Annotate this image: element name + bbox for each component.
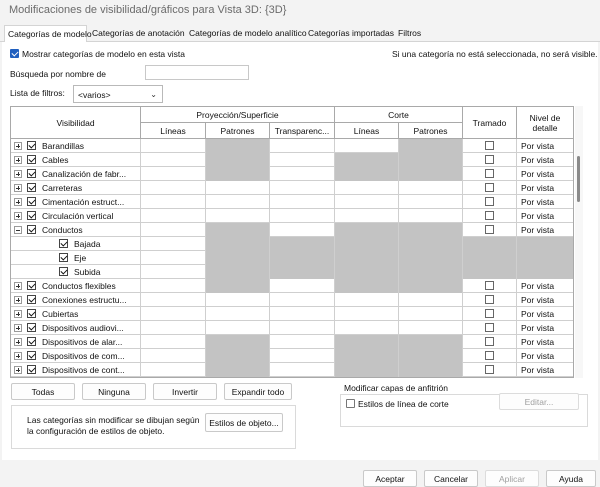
cut-lines-cell[interactable] — [335, 321, 399, 335]
expand-plus-icon[interactable] — [14, 366, 22, 374]
category-label: Canalización de fabr... — [42, 169, 127, 179]
header-detail-line1: Nivel de — [529, 112, 561, 123]
table-row[interactable] — [11, 265, 574, 279]
lines-cell[interactable] — [141, 181, 206, 195]
visibility-cell — [11, 195, 141, 209]
detail-level-cell[interactable] — [517, 209, 574, 223]
patterns-cell — [206, 153, 270, 167]
header-transparency[interactable]: Transparenc... — [270, 123, 335, 139]
halftone-checkbox[interactable] — [485, 365, 494, 374]
table-row[interactable] — [11, 223, 574, 237]
table-row[interactable] — [11, 279, 574, 293]
detail-level-cell[interactable] — [517, 363, 574, 377]
cut-patterns-cell[interactable] — [399, 195, 463, 209]
halftone-cell[interactable] — [463, 153, 517, 167]
transparency-cell[interactable] — [270, 139, 335, 153]
lines-cell[interactable] — [141, 223, 206, 237]
patterns-cell[interactable] — [206, 209, 270, 223]
search-label: Búsqueda por nombre de — [10, 69, 106, 79]
cut-lines-cell — [335, 279, 399, 293]
detail-level-value: Por vista — [521, 281, 555, 291]
cut-patterns-cell — [399, 251, 463, 265]
transparency-cell[interactable] — [270, 223, 335, 237]
visibility-cell — [11, 167, 141, 181]
detail-level-cell[interactable] — [517, 293, 574, 307]
patterns-cell — [206, 265, 270, 279]
halftone-checkbox[interactable] — [485, 281, 494, 290]
visibility-cell — [11, 293, 141, 307]
halftone-checkbox[interactable] — [485, 197, 494, 206]
tab-imported-categories[interactable] — [308, 25, 394, 42]
patterns-cell — [206, 237, 270, 251]
cut-lines-cell[interactable] — [335, 293, 399, 307]
cut-lines-cell — [335, 237, 399, 251]
lines-cell[interactable] — [141, 237, 206, 251]
filter-list-label: Lista de filtros: — [10, 88, 65, 98]
expand-plus-icon[interactable] — [14, 212, 22, 220]
visibility-checkbox[interactable] — [59, 239, 68, 248]
visibility-checkbox[interactable] — [27, 141, 36, 150]
filter-list-select[interactable] — [73, 85, 163, 103]
visibility-cell — [11, 153, 141, 167]
halftone-cell[interactable] — [463, 167, 517, 181]
visibility-checkbox[interactable] — [27, 281, 36, 290]
header-visibility[interactable]: Visibilidad — [11, 107, 141, 139]
tab-label: Categorías importadas — [308, 28, 394, 38]
transparency-cell[interactable] — [270, 181, 335, 195]
transparency-cell[interactable] — [270, 279, 335, 293]
category-label: Subida — [74, 267, 101, 277]
detail-level-cell[interactable] — [517, 139, 574, 153]
transparency-cell — [270, 265, 335, 279]
select-all-button[interactable]: Todas — [11, 383, 75, 400]
detail-level-value: Por vista — [521, 169, 555, 179]
transparency-cell[interactable] — [270, 209, 335, 223]
chevron-down-icon: ⌄ — [150, 90, 157, 99]
visibility-cell — [11, 251, 141, 265]
lines-cell[interactable] — [141, 209, 206, 223]
table-row[interactable] — [11, 195, 574, 209]
patterns-cell — [206, 279, 270, 293]
visibility-cell — [11, 349, 141, 363]
detail-level-value: Por vista — [521, 197, 555, 207]
info-line-2: la configuración de estilos de objeto. — [27, 426, 165, 436]
detail-level-value: Por vista — [521, 183, 555, 193]
show-categories-checkbox[interactable] — [10, 49, 19, 58]
visibility-checkbox[interactable] — [59, 253, 68, 262]
transparency-cell[interactable] — [270, 307, 335, 321]
category-label: Cubiertas — [42, 309, 79, 319]
cut-lines-cell[interactable] — [335, 209, 399, 223]
patterns-cell[interactable] — [206, 195, 270, 209]
expand-plus-icon[interactable] — [14, 282, 22, 290]
expand-plus-icon[interactable] — [14, 198, 22, 206]
expand-plus-icon[interactable] — [14, 324, 22, 332]
visibility-note: Si una categoría no está seleccionada, no será visible. — [392, 49, 598, 59]
patterns-cell — [206, 335, 270, 349]
halftone-checkbox[interactable] — [485, 183, 494, 192]
categories-table — [10, 106, 574, 378]
cut-patterns-cell[interactable] — [399, 293, 463, 307]
transparency-cell[interactable] — [270, 153, 335, 167]
detail-level-cell[interactable] — [517, 181, 574, 195]
header-lines[interactable]: Líneas — [141, 123, 206, 139]
select-none-button[interactable]: Ninguna — [82, 383, 146, 400]
transparency-cell[interactable] — [270, 167, 335, 181]
header-detail-level[interactable] — [517, 107, 574, 139]
detail-level-cell[interactable] — [517, 307, 574, 321]
cut-line-styles-label: Estilos de línea de corte — [358, 399, 449, 409]
visibility-checkbox[interactable] — [27, 323, 36, 332]
halftone-cell — [463, 265, 517, 279]
visibility-checkbox[interactable] — [27, 197, 36, 206]
tab-label: Filtros — [398, 28, 422, 38]
cut-lines-cell[interactable] — [335, 181, 399, 195]
visibility-cell — [11, 139, 141, 153]
category-label: Conexiones estructu... — [42, 295, 127, 305]
expand-plus-icon[interactable] — [14, 142, 22, 150]
visibility-checkbox[interactable] — [27, 155, 36, 164]
table-row[interactable] — [11, 363, 574, 377]
halftone-cell[interactable] — [463, 279, 517, 293]
halftone-cell[interactable] — [463, 209, 517, 223]
detail-level-value: Por vista — [521, 365, 555, 375]
category-label: Dispositivos audiovi... — [42, 323, 124, 333]
cut-patterns-cell — [399, 223, 463, 237]
lines-cell[interactable] — [141, 195, 206, 209]
lines-cell[interactable] — [141, 279, 206, 293]
category-label: Dispositivos de alar... — [42, 337, 123, 347]
lines-cell[interactable] — [141, 293, 206, 307]
visibility-checkbox[interactable] — [27, 365, 36, 374]
cut-patterns-cell — [399, 153, 463, 167]
halftone-cell[interactable] — [463, 349, 517, 363]
category-label: Dispositivos de cont... — [42, 365, 125, 375]
visibility-cell — [11, 335, 141, 349]
header-detail-line2: detalle — [532, 122, 558, 133]
transparency-cell — [270, 251, 335, 265]
ok-button[interactable]: Aceptar — [363, 470, 417, 487]
patterns-cell — [206, 139, 270, 153]
patterns-cell — [206, 223, 270, 237]
patterns-cell — [206, 349, 270, 363]
show-categories-label: Mostrar categorías de modelo en esta vista — [22, 49, 185, 59]
detail-level-value: Por vista — [521, 351, 555, 361]
detail-level-value: Por vista — [521, 141, 555, 151]
detail-level-value: Por vista — [521, 211, 555, 221]
detail-level-cell — [517, 251, 574, 265]
object-styles-button[interactable]: Estilos de objeto... — [205, 413, 283, 432]
expand-plus-icon[interactable] — [14, 296, 22, 304]
visibility-checkbox[interactable] — [27, 225, 36, 234]
header-cut-lines[interactable]: Líneas — [335, 123, 399, 139]
lines-cell[interactable] — [141, 363, 206, 377]
cut-patterns-cell[interactable] — [399, 321, 463, 335]
lines-cell[interactable] — [141, 307, 206, 321]
patterns-cell — [206, 251, 270, 265]
cut-patterns-cell — [399, 349, 463, 363]
lines-cell[interactable] — [141, 167, 206, 181]
halftone-cell — [463, 237, 517, 251]
visibility-checkbox[interactable] — [27, 183, 36, 192]
halftone-cell[interactable] — [463, 335, 517, 349]
cut-lines-cell — [335, 349, 399, 363]
category-label: Barandillas — [42, 141, 85, 151]
detail-level-value: Por vista — [521, 295, 555, 305]
table-row[interactable] — [11, 167, 574, 181]
halftone-cell — [463, 251, 517, 265]
detail-level-cell[interactable] — [517, 153, 574, 167]
detail-level-value: Por vista — [521, 309, 555, 319]
cut-patterns-cell[interactable] — [399, 209, 463, 223]
table-row[interactable] — [11, 349, 574, 363]
cut-lines-cell — [335, 363, 399, 377]
visibility-checkbox[interactable] — [27, 337, 36, 346]
detail-level-cell[interactable] — [517, 321, 574, 335]
tab-analytical-categories[interactable] — [189, 25, 307, 42]
visibility-checkbox[interactable] — [27, 295, 36, 304]
lines-cell[interactable] — [141, 251, 206, 265]
transparency-cell[interactable] — [270, 363, 335, 377]
tab-model-categories[interactable] — [4, 25, 92, 43]
category-label: Eje — [74, 253, 87, 263]
visibility-cell — [11, 265, 141, 279]
halftone-cell[interactable] — [463, 181, 517, 195]
halftone-checkbox[interactable] — [485, 295, 494, 304]
halftone-checkbox[interactable] — [485, 169, 494, 178]
category-label: Carreteras — [42, 183, 83, 193]
header-cut-patterns[interactable]: Patrones — [399, 123, 463, 139]
table-row[interactable] — [11, 335, 574, 349]
table-row[interactable] — [11, 153, 574, 167]
lines-cell[interactable] — [141, 335, 206, 349]
expand-plus-icon[interactable] — [14, 184, 22, 192]
cut-patterns-cell — [399, 139, 463, 153]
cut-lines-cell[interactable] — [335, 195, 399, 209]
table-row[interactable] — [11, 237, 574, 251]
apply-button[interactable]: Aplicar — [485, 470, 539, 487]
visibility-checkbox[interactable] — [27, 309, 36, 318]
cut-patterns-cell — [399, 237, 463, 251]
lines-cell[interactable] — [141, 139, 206, 153]
detail-level-cell — [517, 265, 574, 279]
tab-annotation-categories[interactable] — [92, 25, 185, 42]
tab-label: Categorías de modelo — [8, 29, 92, 39]
cancel-button[interactable]: Cancelar — [424, 470, 478, 487]
halftone-cell[interactable] — [463, 321, 517, 335]
detail-level-cell[interactable] — [517, 167, 574, 181]
cut-lines-cell[interactable] — [335, 139, 399, 153]
detail-level-cell[interactable] — [517, 349, 574, 363]
cut-lines-cell — [335, 335, 399, 349]
expand-plus-icon[interactable] — [14, 156, 22, 164]
visibility-cell — [11, 223, 141, 237]
detail-level-value: Por vista — [521, 225, 555, 235]
cut-patterns-cell[interactable] — [399, 181, 463, 195]
help-button[interactable]: Ayuda — [546, 470, 596, 487]
cut-lines-cell — [335, 223, 399, 237]
collapse-minus-icon[interactable] — [14, 226, 22, 234]
expand-plus-icon[interactable] — [14, 352, 22, 360]
transparency-cell[interactable] — [270, 349, 335, 363]
patterns-cell — [206, 363, 270, 377]
cut-lines-cell — [335, 167, 399, 181]
halftone-cell[interactable] — [463, 363, 517, 377]
category-label: Dispositivos de com... — [42, 351, 125, 361]
lines-cell[interactable] — [141, 153, 206, 167]
halftone-cell[interactable] — [463, 223, 517, 237]
invert-button[interactable]: Invertir — [153, 383, 217, 400]
detail-level-cell[interactable] — [517, 223, 574, 237]
halftone-cell[interactable] — [463, 139, 517, 153]
visibility-cell — [11, 307, 141, 321]
header-projection: Proyección/Superficie — [141, 107, 335, 123]
category-label: Circulación vertical — [42, 211, 114, 221]
patterns-cell[interactable] — [206, 307, 270, 321]
halftone-checkbox[interactable] — [485, 337, 494, 346]
vertical-scrollbar[interactable] — [575, 106, 583, 378]
halftone-checkbox[interactable] — [485, 141, 494, 150]
cut-patterns-cell[interactable] — [399, 307, 463, 321]
detail-level-cell[interactable] — [517, 195, 574, 209]
visibility-cell — [11, 321, 141, 335]
scrollbar-thumb[interactable] — [577, 156, 580, 202]
category-label: Cables — [42, 155, 69, 165]
visibility-cell — [11, 363, 141, 377]
visibility-cell — [11, 181, 141, 195]
visibility-checkbox[interactable] — [59, 267, 68, 276]
table-row[interactable] — [11, 251, 574, 265]
transparency-cell[interactable] — [270, 321, 335, 335]
lines-cell[interactable] — [141, 265, 206, 279]
header-cut: Corte — [335, 107, 463, 123]
halftone-checkbox[interactable] — [485, 309, 494, 318]
patterns-cell[interactable] — [206, 181, 270, 195]
halftone-checkbox[interactable] — [485, 323, 494, 332]
table-row[interactable] — [11, 209, 574, 223]
table-row[interactable] — [11, 293, 574, 307]
halftone-checkbox[interactable] — [485, 211, 494, 220]
cut-lines-cell[interactable] — [335, 307, 399, 321]
visibility-cell — [11, 237, 141, 251]
visibility-cell — [11, 209, 141, 223]
visibility-cell — [11, 279, 141, 293]
search-input[interactable] — [145, 65, 249, 80]
cut-line-styles-checkbox[interactable] — [346, 399, 355, 408]
visibility-checkbox[interactable] — [27, 169, 36, 178]
table-row[interactable] — [11, 139, 574, 153]
cut-patterns-cell — [399, 279, 463, 293]
window-title: Modificaciones de visibilidad/gráficos para Vista 3D: {3D} — [9, 4, 287, 16]
cut-patterns-cell — [399, 167, 463, 181]
tab-label: Categorías de anotación — [92, 28, 185, 38]
lines-cell[interactable] — [141, 321, 206, 335]
patterns-cell[interactable] — [206, 293, 270, 307]
detail-level-value: Por vista — [521, 155, 555, 165]
lines-cell[interactable] — [141, 349, 206, 363]
cut-patterns-cell — [399, 363, 463, 377]
tab-filters[interactable] — [398, 25, 421, 42]
transparency-cell — [270, 237, 335, 251]
detail-level-cell — [517, 237, 574, 251]
halftone-cell[interactable] — [463, 293, 517, 307]
category-label: Conductos — [42, 225, 83, 235]
category-label: Conductos flexibles — [42, 281, 116, 291]
patterns-cell — [206, 167, 270, 181]
detail-level-value: Por vista — [521, 323, 555, 333]
filter-list-value: <varios> — [78, 90, 111, 100]
halftone-checkbox[interactable] — [485, 155, 494, 164]
detail-level-cell[interactable] — [517, 335, 574, 349]
expand-plus-icon[interactable] — [14, 170, 22, 178]
halftone-checkbox[interactable] — [485, 225, 494, 234]
visibility-checkbox[interactable] — [27, 351, 36, 360]
table-row[interactable] — [11, 307, 574, 321]
expand-plus-icon[interactable] — [14, 338, 22, 346]
header-halftone[interactable]: Tramado — [463, 107, 517, 139]
detail-level-cell[interactable] — [517, 279, 574, 293]
detail-level-value: Por vista — [521, 337, 555, 347]
transparency-cell[interactable] — [270, 335, 335, 349]
table-row[interactable] — [11, 181, 574, 195]
tab-strip — [0, 25, 600, 42]
cut-lines-cell — [335, 251, 399, 265]
halftone-checkbox[interactable] — [485, 351, 494, 360]
cut-patterns-cell — [399, 335, 463, 349]
category-label: Cimentación estruct... — [42, 197, 125, 207]
visibility-checkbox[interactable] — [27, 211, 36, 220]
header-patterns[interactable]: Patrones — [206, 123, 270, 139]
halftone-cell[interactable] — [463, 195, 517, 209]
info-line-1: Las categorías sin modificar se dibujan según — [27, 415, 200, 425]
patterns-cell[interactable] — [206, 321, 270, 335]
transparency-cell[interactable] — [270, 195, 335, 209]
halftone-cell[interactable] — [463, 307, 517, 321]
tab-label: Categorías de modelo analítico — [189, 28, 307, 38]
title-bar — [0, 0, 600, 22]
expand-plus-icon[interactable] — [14, 310, 22, 318]
cut-lines-cell — [335, 153, 399, 167]
category-label: Bajada — [74, 239, 101, 249]
cut-patterns-cell — [399, 265, 463, 279]
transparency-cell[interactable] — [270, 293, 335, 307]
edit-button[interactable]: Editar... — [499, 393, 579, 410]
table-row[interactable] — [11, 321, 574, 335]
cut-lines-cell — [335, 265, 399, 279]
host-layers-title: Modificar capas de anfitrión — [344, 383, 448, 393]
expand-all-button[interactable]: Expandir todo — [224, 383, 292, 400]
